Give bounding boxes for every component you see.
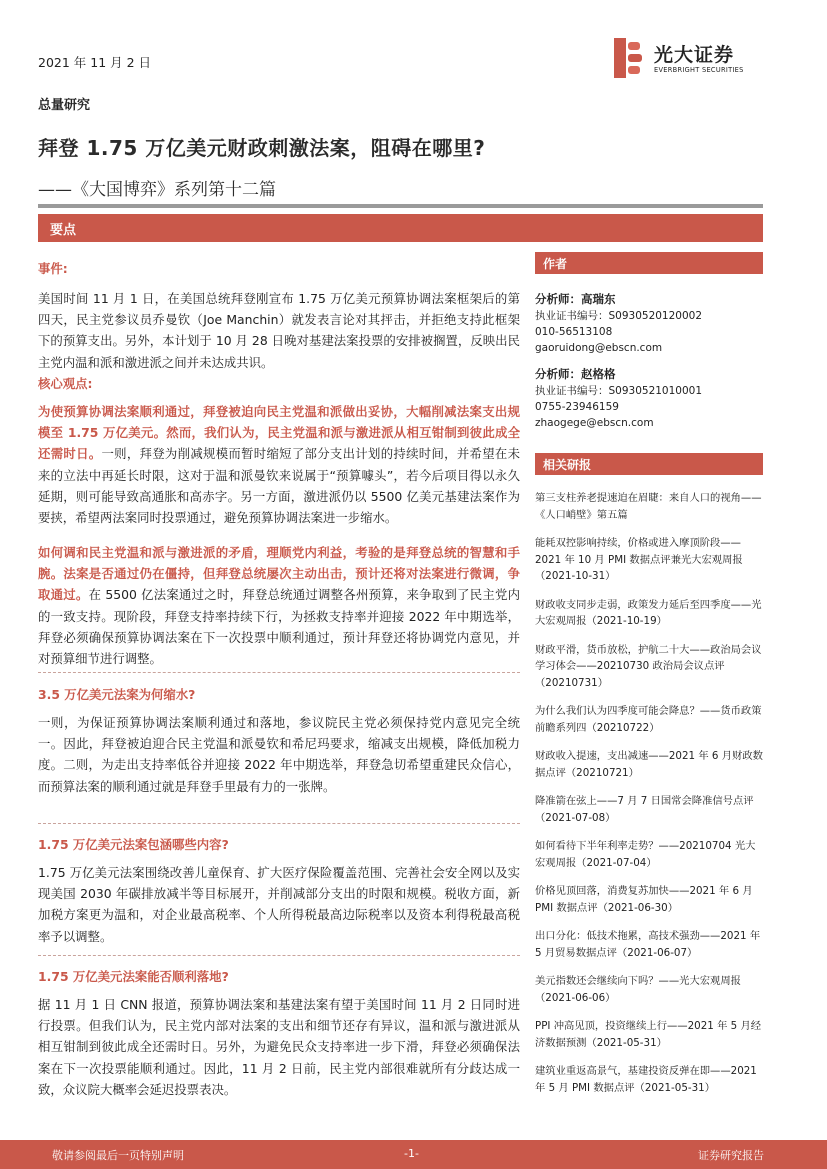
related-report-item[interactable]: 为什么我们认为四季度可能会降息？——货币政策前瞻系列四（20210722） — [535, 705, 762, 734]
event-section — [38, 259, 520, 277]
section-text: 一则，为保证预算协调法案顺利通过和落地，参议院民主党必须保持党内意见完全统一。因此，拜登被迫迎合民主党温和派曼钦和希尼玛要求，缩减支出规模，降低加税力度。二则，为走出支持率低谷并迎接 2022 年中期选举，拜登急切希望重建民众信心，而预算法案的顺利通过就是拜登手里最有力的一张牌。 — [38, 715, 520, 794]
related-header-bar — [535, 453, 763, 475]
section-heading: 1.75 万亿美元法案包涵哪些内容? — [38, 837, 229, 852]
section-heading: 1.75 万亿美元法案能否顺利落地? — [38, 969, 229, 984]
related-report-item[interactable]: 能耗双控影响持续，价格或进入摩顶阶段——2021 年 10 月 PMI 数据点评兼光大宏观周报（2021-10-31） — [535, 537, 743, 582]
related-reports-list — [535, 490, 763, 1108]
authors-label: 作者 — [543, 257, 568, 271]
event-heading: 事件: — [38, 261, 68, 276]
authors-header-bar — [535, 252, 763, 274]
analyst-cert: 执业证书编号：S0930521010001 — [535, 385, 703, 397]
section-text: 1.75 万亿美元法案围绕改善儿童保育、扩大医疗保险覆盖范围、完善社会安全网以及实现美国 2030 年碳排放减半等目标展开，并削减部分支出的时限和规模。税收方面，新加税方案更为温和，对企业最高税率、个人所得税最高边际税率以及资本利得税最高税率予以调整。 — [38, 865, 520, 944]
core-paragraph-1 — [38, 401, 520, 528]
everbright-logo-icon — [612, 38, 644, 78]
related-report-item[interactable]: 美元指数还会继续向下吗？——光大宏观周报（2021-06-06） — [535, 975, 741, 1004]
related-report-item[interactable]: 如何看待下半年利率走势？——20210704 光大宏观周报（2021-07-04） — [535, 840, 756, 869]
section-3-body — [38, 994, 520, 1100]
analyst-card — [535, 291, 763, 356]
related-report-item[interactable]: 价格见顶回落，消费复苏加快——2021 年 6 月 PMI 数据点评（2021-06-30） — [535, 885, 753, 914]
analyst-email[interactable]: gaoruidong@ebscn.com — [535, 342, 663, 354]
section-1 — [38, 685, 520, 703]
related-report-item[interactable]: 建筑业重返高景气，基建投资反弹在即——2021 年 5 月 PMI 数据点评（2021-05-31） — [535, 1065, 757, 1094]
company-logo — [612, 38, 772, 82]
section-divider — [38, 955, 520, 956]
core-text-1: 一则，拜登为削减规模而暂时缩短了部分支出计划的持续时间，并希望在未来的立法中再延长时限，这对于温和派曼钦来说属于“预算噱头”，若今后项目得以永久延期，则可能导致高通胀和高赤字。另一方面，激进派仍以 5500 亿美元基建法案作为要挟，希望两法案同时投票通过，避免预算协调法案进一步缩水。 — [38, 446, 521, 526]
title-divider — [38, 204, 763, 208]
logo-name-en: EVERBRIGHT SECURITIES — [654, 66, 744, 74]
analyst-email[interactable]: zhaogege@ebscn.com — [535, 417, 654, 429]
analyst-card — [535, 366, 763, 431]
section-text: 据 11 月 1 日 CNN 报道，预算协调法案和基建法案有望于美国时间 11 月 2 日同时进行投票。但我们认为，民主党内部对法案的支出和细节还存有异议，温和派与激进派从相互钳制到彼此成全还需时日。另外，为避免民众支持率进一步下滑，拜登必须确保法案在下一次投票能顺利通过。因此，11 月 2 日前，民主党内部很难就所有分歧达成一致，众议院大概率会延迟投票表决。 — [38, 997, 520, 1097]
analyst-cert: 执业证书编号：S0930520120002 — [535, 310, 703, 322]
core-heading: 核心观点: — [38, 376, 93, 391]
section-divider — [38, 823, 520, 824]
related-report-item[interactable]: 财政收入提速，支出减速——2021 年 6 月财政数据点评（20210721） — [535, 750, 763, 779]
core-text-2: 在 5500 亿法案通过之时，拜登总统通过调整各州预算，来争取到了民主党内的一致支持。现阶段，拜登支持率持续下行，为拯救支持率并迎接 2022 年中期选举，拜登必须确保预算协调法案在下一次投票中顺利通过，预计拜登还将协调党内意见，并对预算细节进行调整。 — [38, 587, 520, 667]
summary-header-bar — [38, 214, 763, 242]
event-text: 美国时间 11 月 1 日，在美国总统拜登刚宣布 1.75 万亿美元预算协调法案框架后的第四天，民主党参议员乔曼钦（Joe Manchin）就发表言论对其抨击，并拒绝支持此框架下的预算支出。另外，本计划于 10 月 28 日晚对基建法案投票的安排被搁置，反映出民主党内温和派和激进派之间并未达成共识。 — [38, 291, 520, 370]
report-category: 总量研究 — [38, 98, 91, 113]
section-3 — [38, 967, 520, 985]
footer-disclaimer: 敬请参阅最后一页特别声明 — [52, 1149, 184, 1162]
footer-report-type: 证券研究报告 — [698, 1149, 764, 1162]
related-report-item[interactable]: 第三支柱养老提速迫在眉睫：来自人口的视角——《人口峭壁》第五篇 — [535, 492, 762, 521]
related-report-item[interactable]: 出口分化：低技术拖累，高技术强劲——2021 年 5 月贸易数据点评（2021-06-07） — [535, 930, 761, 959]
analyst-phone: 0755-23946159 — [535, 401, 619, 413]
section-heading: 3.5 万亿美元法案为何缩水? — [38, 687, 196, 702]
summary-label: 要点 — [50, 223, 77, 238]
core-paragraph-2 — [38, 542, 520, 669]
core-highlight-2: 如何调和民主党温和派与激进派的矛盾，理顺党内利益，考验的是拜登总统的智慧和手腕。法案是否通过仍在僵持，但拜登总统屡次主动出击，预计还将对法案进行微调，争取通过。 — [38, 545, 520, 603]
event-body — [38, 288, 520, 373]
page-subtitle: ——《大国博弈》系列第十二篇 — [38, 180, 276, 200]
core-highlight-1: 为使预算协调法案顺利通过，拜登被迫向民主党温和派做出妥协，大幅削减法案支出规模至 1.75 万亿美元。然而，我们认为，民主党温和派与激进派从相互钳制到彼此成全还需时日。 — [38, 404, 520, 462]
page-number: -1- — [404, 1147, 419, 1160]
related-report-item[interactable]: 财政平滑，货币放松，护航二十大——政治局会议学习体会——20210730 政治局会议点评（20210731） — [535, 643, 762, 689]
logo-name-cn: 光大证券 — [654, 44, 735, 66]
related-report-item[interactable]: 财政收支同步走弱，政策发力延后至四季度——光大宏观周报（2021-10-19） — [535, 598, 762, 627]
section-2-body — [38, 862, 520, 947]
related-report-item[interactable]: PPI 冲高见顶，投资继续上行——2021 年 5 月经济数据预测（2021-05-31） — [535, 1020, 762, 1049]
analyst-name: 分析师：高瑞东 — [535, 292, 616, 306]
page-title: 拜登 1.75 万亿美元财政刺激法案，阻碍在哪里? — [38, 136, 486, 160]
related-report-item[interactable]: 降准箭在弦上——7 月 7 日国常会降准信号点评（2021-07-08） — [535, 795, 754, 824]
section-2 — [38, 835, 520, 853]
section-1-body — [38, 712, 520, 797]
related-label: 相关研报 — [543, 458, 592, 472]
core-heading-wrap — [38, 374, 520, 392]
section-divider — [38, 672, 520, 673]
analyst-phone: 010-56513108 — [535, 326, 613, 338]
analyst-name: 分析师：赵格格 — [535, 367, 616, 381]
report-date: 2021 年 11 月 2 日 — [38, 55, 152, 70]
